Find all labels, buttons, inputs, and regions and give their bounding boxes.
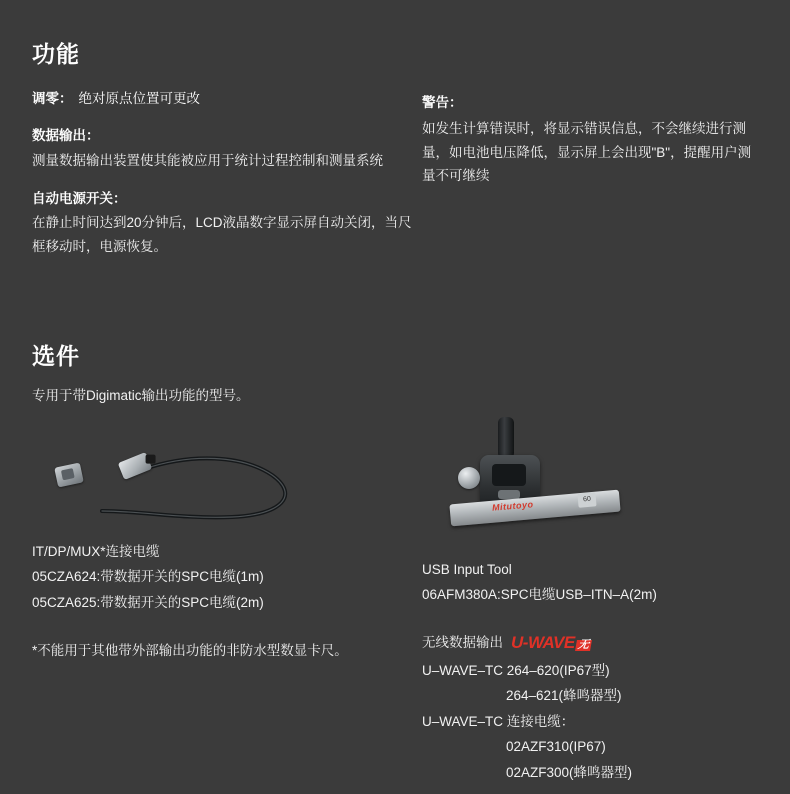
caliper-tag-label: 60 xyxy=(577,492,596,508)
functions-left-column xyxy=(32,89,422,276)
usb-input-tool-illustration xyxy=(422,417,672,547)
functions-title: 功能 xyxy=(32,41,80,67)
feature-auto-power-body: 在静止时间达到20分钟后，LCD液晶数字显示屏自动关闭，当尺框移动时，电源恢复。 xyxy=(32,215,412,254)
caliper-thumb-wheel-icon xyxy=(458,467,480,489)
mitutoyo-brand-label: Mitutoyo xyxy=(491,498,534,513)
uwave-line-4: 02AZF310(IP67) xyxy=(506,739,606,755)
feature-head-row xyxy=(32,89,422,109)
options-left-note: *不能用于其他带外部输出功能的非防水型数显卡尺。 xyxy=(32,642,348,658)
uwave-line-2: 264–621(蜂鸣器型) xyxy=(506,688,622,704)
options-columns xyxy=(32,415,762,786)
spc-cable-illustration xyxy=(32,429,362,539)
feature-zero-setting-inline: 绝对原点位置可更改 xyxy=(78,91,200,106)
feature-data-output-head: 数据输出： xyxy=(32,128,100,144)
functions-right-column xyxy=(422,89,752,188)
options-right-column xyxy=(422,415,762,786)
options-right-lines xyxy=(422,557,762,786)
uwave-logo xyxy=(511,634,590,651)
cable-line-2: 05CZA624:带数据开关的SPC电缆(1m) xyxy=(32,569,264,585)
usb-tool-model: 06AFM380A:SPC电缆USB–ITN–A(2m) xyxy=(422,587,657,603)
cable-curve-icon xyxy=(32,429,362,539)
spacer-2 xyxy=(422,608,762,630)
uwave-logo-mark: 无 xyxy=(576,639,590,652)
options-left-lines xyxy=(32,539,422,616)
feature-data-output xyxy=(32,126,422,172)
warning-body: 如发生计算错误时，将显示错误信息，不会继续进行测量，如电池电压降低，显示屏上会出现"B"，提醒用户测量不可继续 xyxy=(422,121,752,184)
cable-line-1: IT/DP/MUX*连接电缆 xyxy=(32,543,160,559)
uwave-line-5: 02AZF300(蜂鸣器型) xyxy=(506,765,633,781)
uwave-line-3: U–WAVE–TC 连接电缆： xyxy=(422,713,575,729)
cable-line-3: 05CZA625:带数据开关的SPC电缆(2m) xyxy=(32,594,264,610)
feature-zero-setting xyxy=(32,89,422,109)
wireless-output-label: 无线数据输出 xyxy=(422,634,503,650)
functions-columns xyxy=(32,89,762,276)
feature-data-output-body: 测量数据输出装置使其能被应用于统计过程控制和测量系统 xyxy=(32,152,383,168)
feature-auto-power-head: 自动电源开关： xyxy=(32,191,127,207)
spacer xyxy=(32,616,422,638)
warning-head: 警告： xyxy=(422,95,463,110)
options-section xyxy=(32,338,762,786)
uwave-logo-text: U-WAVE xyxy=(511,633,575,653)
wireless-output-row xyxy=(422,630,762,656)
usb-cable-icon xyxy=(498,417,514,459)
options-title: 选件 xyxy=(32,343,80,369)
functions-section xyxy=(32,36,762,276)
options-subtitle: 专用于带Digimatic输出功能的型号。 xyxy=(32,388,250,403)
feature-auto-power xyxy=(32,189,422,259)
options-left-column xyxy=(32,415,422,786)
uwave-line-1: U–WAVE–TC 264–620(IP67型) xyxy=(422,662,610,678)
usb-tool-title: USB Input Tool xyxy=(422,561,512,577)
feature-zero-setting-head: 调零： xyxy=(32,91,73,106)
